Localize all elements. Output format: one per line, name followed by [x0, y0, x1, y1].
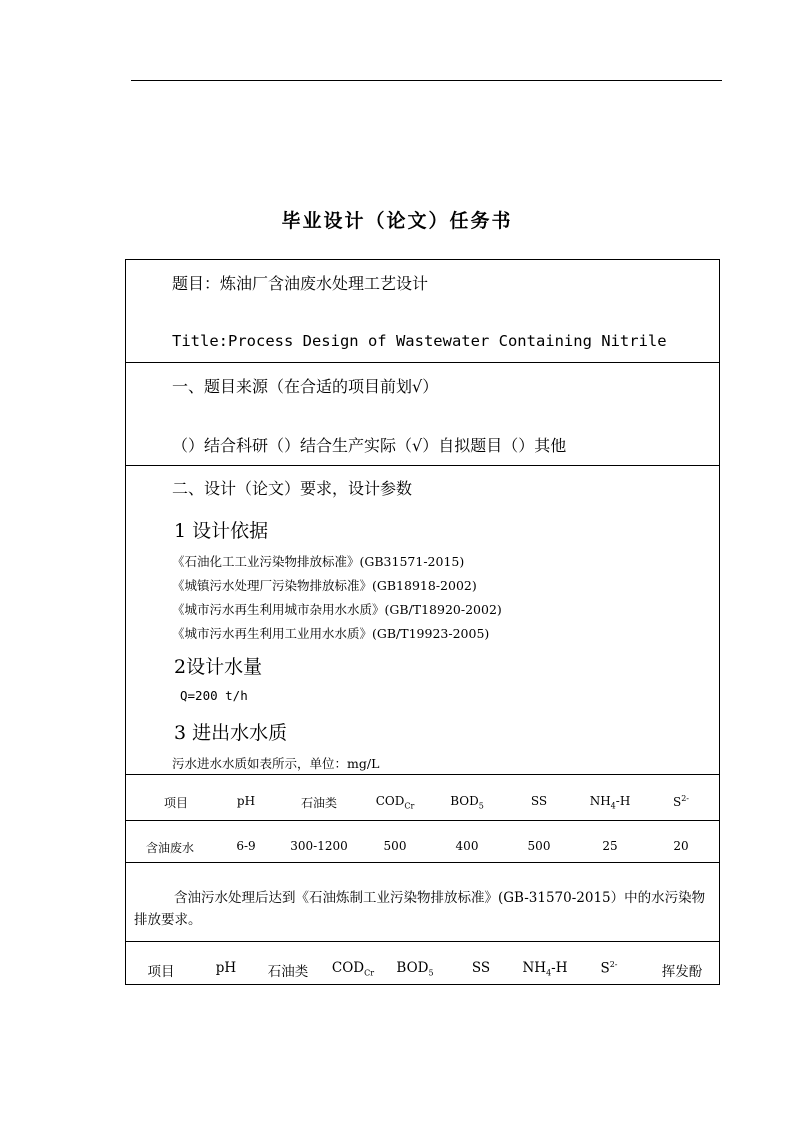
table-cell: 25: [602, 839, 618, 853]
row-divider: [126, 820, 719, 821]
header-cell: $BOD_5$: [450, 794, 484, 811]
row-divider: [126, 362, 719, 363]
table-cell: 400: [455, 839, 479, 853]
header-cell: 项目: [163, 796, 188, 810]
standard-item: 《城市污水再生利用城市杂用水水质》(GB/T18920-2002): [172, 602, 502, 617]
header-cell: $S^{2-}$: [600, 960, 618, 977]
header-cell: $BOD_5$: [396, 960, 434, 978]
document-title: 毕业设计（论文）任务书: [281, 210, 513, 232]
standard-item: 《城镇污水处理厂污染物排放标准》(GB18918-2002): [172, 578, 477, 593]
header-cell: $S^{2-}$: [672, 794, 690, 809]
source-options: （）结合科研（）结合生产实际（√）自拟题目（）其他: [172, 436, 567, 455]
header-cell: 项目: [147, 964, 175, 980]
header-cell: pH: [236, 794, 256, 808]
header-cell: $COD_{Cr}$: [375, 794, 415, 811]
header-cell: 石油类: [300, 796, 337, 810]
table-cell: 500: [383, 839, 407, 853]
header-cell: $NH_4-H$: [589, 794, 631, 811]
row-divider: [126, 941, 719, 942]
row-divider: [126, 862, 719, 863]
topic-title-en: Title:Process Design of Wastewater Containing Nitrile: [172, 332, 667, 350]
header-cell: SS: [530, 794, 548, 808]
water-quality-heading: 3 进出水水质: [174, 722, 288, 744]
task-form-table: [125, 259, 720, 985]
requirements-heading: 二、设计（论文）要求，设计参数: [172, 479, 413, 498]
header-cell: $NH_4-H$: [522, 960, 568, 978]
standard-item: 《石油化工工业污染物排放标准》(GB31571-2015): [172, 554, 465, 569]
design-flow-heading: 2设计水量: [174, 656, 263, 678]
topic-title-cn: 题目：炼油厂含油废水处理工艺设计: [172, 274, 429, 293]
water-quality-intro: 污水进水水质如表所示，单位：mg/L: [172, 756, 380, 771]
source-heading: 一、题目来源（在合适的项目前划√）: [172, 377, 439, 396]
header-cell: pH: [215, 960, 237, 976]
table-cell: 500: [527, 839, 551, 853]
header-cell: $COD_{Cr}$: [331, 960, 375, 978]
table-cell: 20: [673, 839, 689, 853]
row-divider: [126, 774, 719, 775]
header-cell: 挥发酚: [661, 964, 703, 980]
row-divider: [126, 465, 719, 466]
header-rule: [131, 80, 722, 81]
table-cell: 6-9: [236, 839, 256, 853]
header-cell: 石油类: [267, 964, 309, 980]
effluent-paragraph: 含油污水处理后达到《石油炼制工业污染物排放标准》(GB-31570-2015）中的水污染物排放要求。: [134, 890, 706, 928]
table-cell: 300-1200: [290, 839, 348, 853]
design-flow-value: Q=200 t/h: [180, 688, 248, 703]
standard-item: 《城市污水再生利用工业用水水质》(GB/T19923-2005): [172, 626, 490, 641]
header-cell: SS: [471, 960, 491, 976]
table-cell: 含油废水: [145, 841, 194, 855]
design-basis-heading: 1 设计依据: [174, 520, 269, 542]
